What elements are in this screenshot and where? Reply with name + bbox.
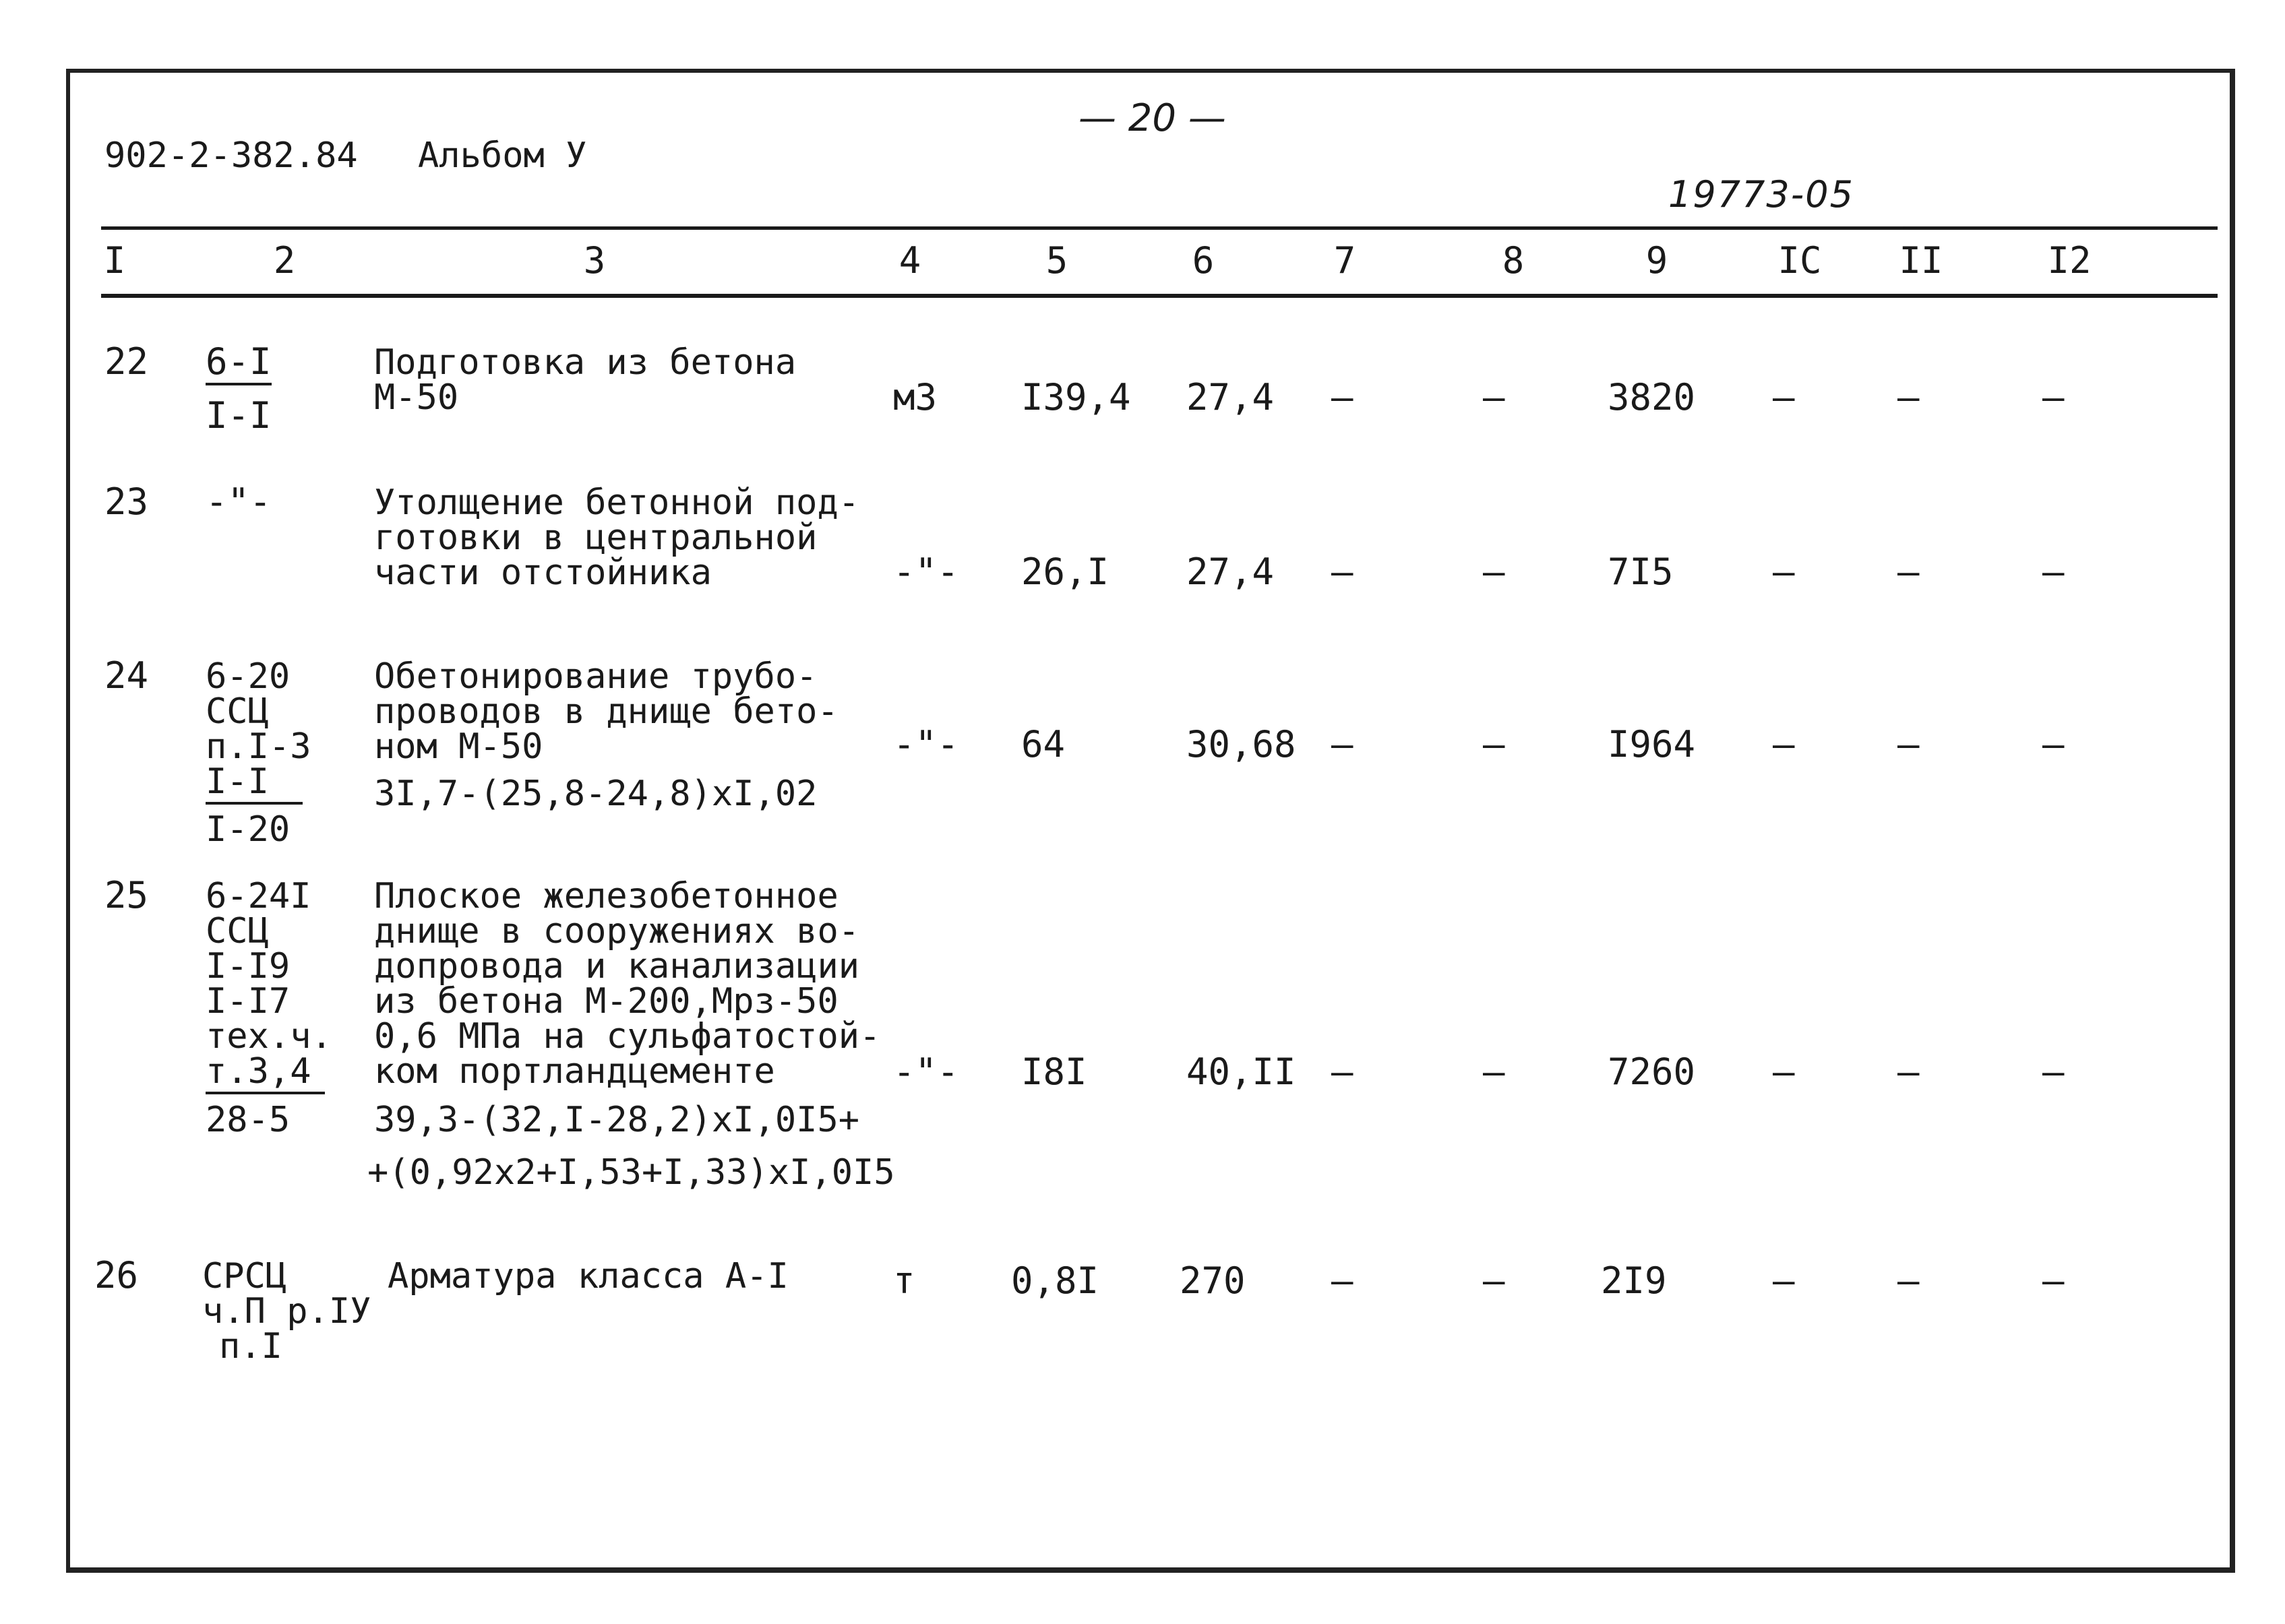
col-7-value: –: [1331, 1051, 1353, 1093]
col-7-value: –: [1331, 551, 1353, 593]
row-number: 26: [94, 1254, 139, 1297]
header-top-rule: [101, 226, 2218, 230]
unit: -"-: [893, 723, 959, 766]
album-label: Альбом У: [418, 135, 587, 176]
unit: м3: [893, 376, 938, 418]
total-cost: 3820: [1608, 376, 1696, 418]
norm-code-sub: I-I: [206, 394, 272, 437]
inventory-number: 19773-05: [1668, 173, 1854, 216]
description-line: части отстойника: [374, 553, 712, 593]
formula-line: +(0,92х2+I,53+I,33)хI,0I5: [367, 1152, 895, 1193]
col-header-2: 2: [273, 239, 296, 282]
col-11-value: –: [1897, 1259, 1920, 1302]
col-header-10: IC: [1777, 239, 1822, 282]
total-cost: 7260: [1608, 1051, 1696, 1093]
description-line: ном М-50: [374, 726, 543, 767]
col-header-8: 8: [1502, 239, 1525, 282]
unit: -"-: [893, 551, 959, 593]
quantity: I39,4: [1021, 376, 1131, 418]
col-header-6: 6: [1192, 239, 1215, 282]
col-8-value: –: [1483, 1051, 1505, 1093]
row-number: 24: [104, 654, 149, 697]
col-header-1: I: [103, 239, 126, 282]
col-10-value: –: [1773, 376, 1795, 418]
unit-price: 27,4: [1186, 551, 1275, 593]
row-number: 25: [104, 874, 149, 916]
description-line: готовки в центральной: [374, 518, 818, 558]
norm-code-line: 6-20: [206, 656, 291, 697]
col-12-value: –: [2042, 723, 2065, 766]
col-12-value: –: [2042, 376, 2065, 418]
description-line: 0,6 МПа на сульфатостой-: [374, 1016, 881, 1057]
description-line: днище в сооружениях во-: [374, 911, 860, 951]
row-number: 23: [104, 480, 149, 523]
norm-code-fraction-top: т.3,4: [206, 1054, 325, 1094]
col-8-value: –: [1483, 723, 1505, 766]
header-bottom-rule: [101, 294, 2218, 298]
document-code: 902-2-382.84: [104, 135, 358, 176]
norm-code: 6-I: [206, 344, 272, 385]
norm-code-line: тех.ч.: [206, 1016, 332, 1057]
total-cost: I964: [1608, 723, 1696, 766]
col-12-value: –: [2042, 1051, 2065, 1093]
quantity: 64: [1021, 723, 1066, 766]
col-header-4: 4: [898, 239, 921, 282]
norm-code-line: ССЦ: [206, 911, 269, 951]
norm-code-line: ССЦ: [206, 691, 269, 732]
quantity: 0,8I: [1011, 1259, 1099, 1302]
description-line: проводов в днище бето-: [374, 691, 839, 732]
norm-code-line: ч.П р.IУ: [202, 1291, 371, 1332]
col-11-value: –: [1897, 1051, 1920, 1093]
col-header-9: 9: [1645, 239, 1668, 282]
col-7-value: –: [1331, 1259, 1353, 1302]
description-line: М-50: [374, 377, 459, 418]
unit-price: 27,4: [1186, 376, 1275, 418]
description-line: ком портландцементе: [374, 1051, 775, 1092]
col-10-value: –: [1773, 551, 1795, 593]
col-7-value: –: [1331, 376, 1353, 418]
norm-code-line: I-I7: [206, 981, 291, 1022]
col-12-value: –: [2042, 551, 2065, 593]
col-10-value: –: [1773, 1259, 1795, 1302]
description-line: Подготовка из бетона: [374, 342, 797, 383]
col-11-value: –: [1897, 551, 1920, 593]
norm-code-line: 6-24I: [206, 876, 311, 916]
col-header-5: 5: [1045, 239, 1068, 282]
formula-line: 39,3-(32,I-28,2)хI,0I5+: [374, 1100, 860, 1140]
unit-price: 30,68: [1186, 723, 1296, 766]
unit: -"-: [893, 1051, 959, 1093]
col-header-12: I2: [2047, 239, 2092, 282]
norm-code: -"-: [206, 480, 272, 523]
norm-code-line: п.I-3: [206, 726, 311, 767]
col-11-value: –: [1897, 376, 1920, 418]
description-line: Плоское железобетонное: [374, 876, 839, 916]
quantity: 26,I: [1021, 551, 1109, 593]
row-number: 22: [104, 340, 149, 383]
col-8-value: –: [1483, 551, 1505, 593]
norm-code-fraction-bottom: I-20: [206, 809, 291, 850]
norm-code-fraction-top: I-I: [206, 764, 303, 805]
unit-price: 270: [1180, 1259, 1246, 1302]
quantity: I8I: [1021, 1051, 1087, 1093]
col-8-value: –: [1483, 1259, 1505, 1302]
page-number: — 20 —: [1078, 96, 1226, 140]
col-10-value: –: [1773, 723, 1795, 766]
formula: 3I,7-(25,8-24,8)хI,02: [374, 774, 818, 814]
unit: т: [893, 1259, 915, 1302]
description-line: Арматура класса А-I: [388, 1256, 789, 1297]
norm-code-line: СРСЦ: [202, 1256, 287, 1297]
description-line: Обетонирование трубо-: [374, 656, 818, 697]
unit-price: 40,II: [1186, 1051, 1296, 1093]
description-line: допровода и канализации: [374, 946, 860, 987]
col-8-value: –: [1483, 376, 1505, 418]
col-header-7: 7: [1333, 239, 1356, 282]
norm-code-line: I-I9: [206, 946, 291, 987]
col-header-11: II: [1899, 239, 1943, 282]
total-cost: 2I9: [1601, 1259, 1667, 1302]
total-cost: 7I5: [1608, 551, 1674, 593]
description-line: из бетона М-200,Мрз-50: [374, 981, 839, 1022]
col-11-value: –: [1897, 723, 1920, 766]
description-line: Утолщение бетонной под-: [374, 482, 860, 523]
norm-code-line: п.I: [219, 1326, 282, 1367]
col-header-3: 3: [583, 239, 606, 282]
norm-code-fraction-bottom: 28-5: [206, 1100, 291, 1140]
col-10-value: –: [1773, 1051, 1795, 1093]
col-7-value: –: [1331, 723, 1353, 766]
col-12-value: –: [2042, 1259, 2065, 1302]
